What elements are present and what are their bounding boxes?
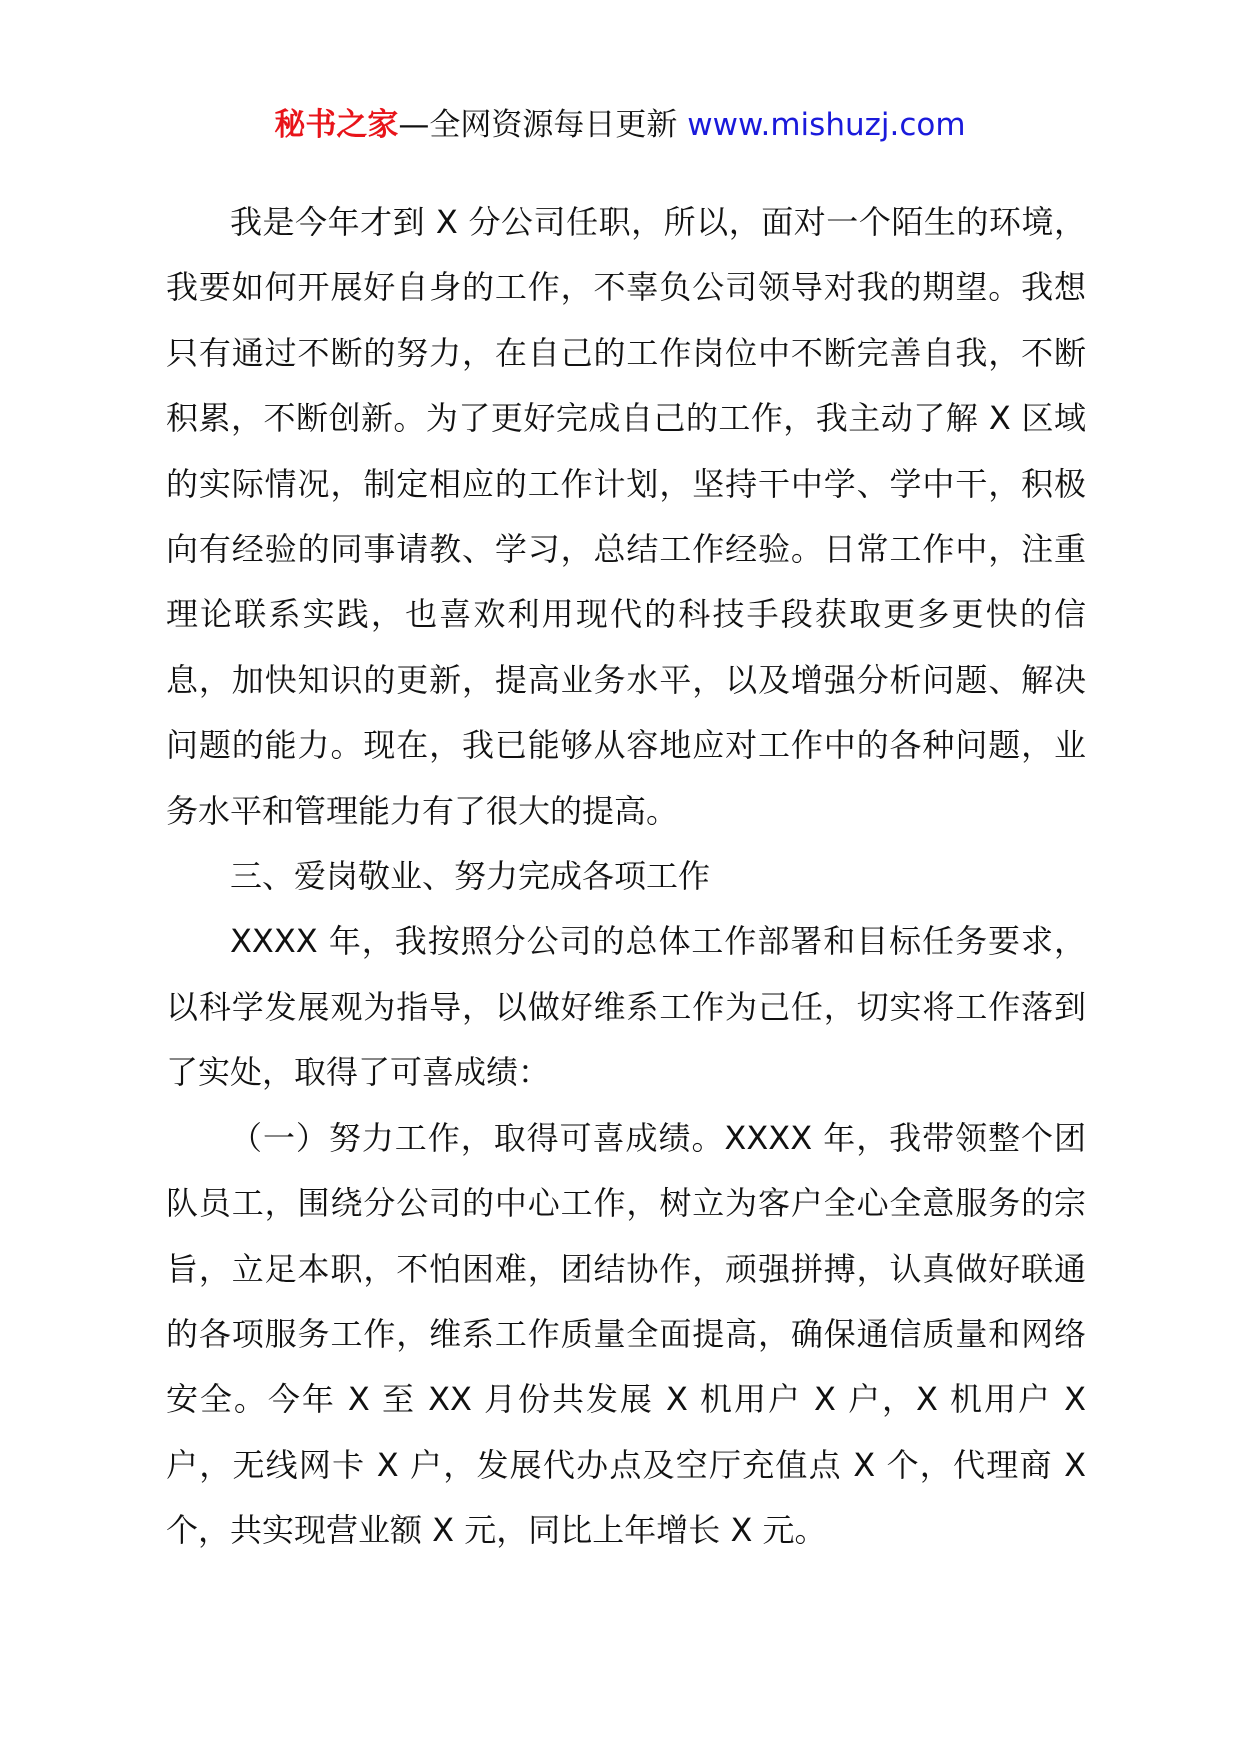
paragraph-work-approach: 我是今年才到 X 分公司任职，所以，面对一个陌生的环境，我要如何开展好自身的工作，不辜负公司领导对我的期望。我想只有通过不断的努力，在自己的工作岗位中不断完善自我，不断积累，不断创新。为了更好完成自己的工作，我主动了解 X 区域的实际情况，制定相应的工作计划，坚持干中学、学中干，积极向有经验的同事请教、学习，总结工作经验。日常工作中，注重理论联系实践，也喜欢利用现代的科技手段获取更多更快的信息，加快知识的更新，提高业务水平，以及增强分析问题、解决问题的能力。现在，我已能够从容地应对工作中的各种问题，业务水平和管理能力有了很大的提高。 — [166, 203, 1086, 830]
section-heading-3: 三、爱岗敬业、努力完成各项工作 — [230, 857, 711, 896]
page-header — [0, 100, 1240, 150]
paragraph-achievements: （一）努力工作，取得可喜成绩。XXXX 年，我带领整个团队员工，围绕分公司的中心工作，树立为客户全心全意服务的宗旨，立足本职，不怕困难，团结协作，顽强拼搏，认真做好联通的各项服务工作，维系工作质量全面提高，确保通信质量和网络安全。今年 X 至 XX 月份共发展 X 机用户 X 户，X 机用户 X 户，无线网卡 X 户，发展代办点及空厅充值点 X 个，代理商 X 个，共实现营业额 X 元，同比上年增长 X 元。 — [166, 1118, 1086, 1550]
paragraph-annual-summary: XXXX 年，我按照分公司的总体工作部署和目标任务要求，以科学发展观为指导，以做好维系工作为己任，切实将工作落到了实处，取得了可喜成绩： — [166, 922, 1086, 1092]
site-url[interactable]: www.mishuzj.com — [687, 107, 966, 143]
brand-name: 秘书之家 — [274, 107, 399, 143]
document-body — [166, 190, 1086, 1564]
header-tagline: —全网资源每日更新 — [398, 107, 688, 143]
